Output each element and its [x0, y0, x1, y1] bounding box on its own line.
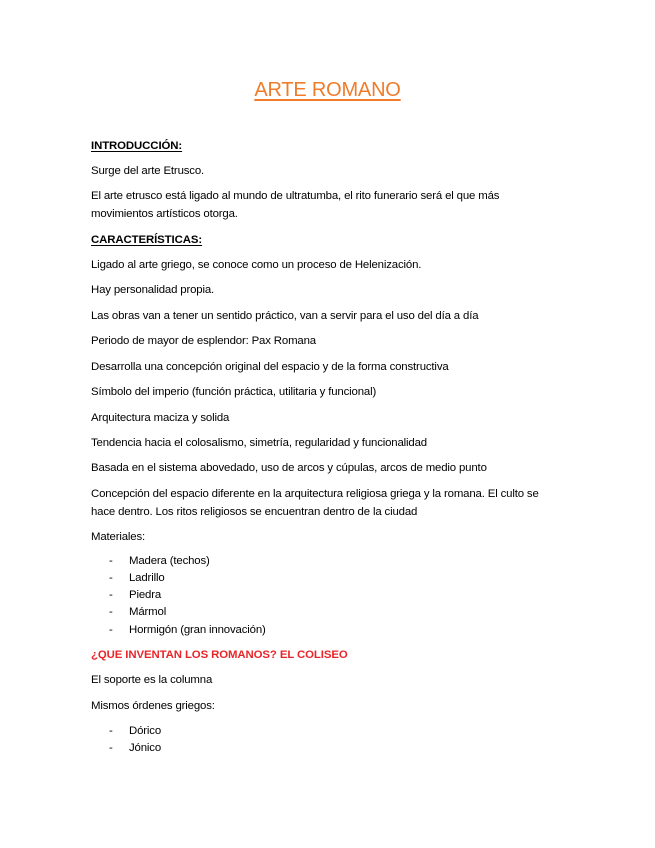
list-bullet-dash: - — [109, 725, 113, 737]
caracteristica-item: Tendencia hacia el colosalismo, simetría, regularidad y funcionalidad — [91, 437, 427, 449]
caracteristica-item: Hay personalidad propia. — [91, 284, 215, 296]
materiales-label: Materiales: — [91, 531, 146, 543]
intro-paragraph-1: Surge del arte Etrusco. — [91, 165, 205, 177]
intro-heading: INTRODUCCIÓN: — [91, 140, 183, 152]
caracteristica-item: Arquitectura maciza y solida — [91, 412, 230, 424]
list-bullet-dash: - — [109, 742, 113, 754]
document-title: ARTE ROMANO — [254, 79, 401, 101]
intro-paragraph-2-line-2: movimientos artísticos otorga. — [91, 208, 238, 220]
inventos-paragraph-2: Mismos órdenes griegos: — [91, 700, 215, 712]
list-bullet-dash: - — [109, 555, 113, 567]
caracteristica-item: Símbolo del imperio (función práctica, utilitaria y funcional) — [91, 386, 377, 398]
material-item: Piedra — [129, 589, 162, 601]
inventos-paragraph-1: El soporte es la columna — [91, 674, 213, 686]
caracteristica-item: Desarrolla una concepción original del espacio y de la forma constructiva — [91, 361, 449, 373]
material-item: Mármol — [129, 606, 167, 618]
list-bullet-dash: - — [109, 589, 113, 601]
intro-paragraph-2-line-1: El arte etrusco está ligado al mundo de ultratumba, el rito funerario será el que más — [91, 190, 500, 202]
material-item: Madera (techos) — [129, 555, 210, 567]
orden-item: Jónico — [129, 742, 162, 754]
caracteristica-item: Ligado al arte griego, se conoce como un proceso de Helenización. — [91, 259, 422, 271]
caracteristica-item: Las obras van a tener un sentido práctico, van a servir para el uso del día a día — [91, 310, 479, 322]
material-item: Ladrillo — [129, 572, 165, 584]
caracteristica-item: Periodo de mayor de esplendor: Pax Romana — [91, 335, 316, 347]
orden-item: Dórico — [129, 725, 162, 737]
concepcion-paragraph-line-1: Concepción del espacio diferente en la arquitectura religiosa griega y la romana. El culto se — [91, 488, 539, 500]
list-bullet-dash: - — [109, 572, 113, 584]
caracteristicas-heading: CARACTERÍSTICAS: — [91, 234, 203, 246]
concepcion-paragraph-line-2: hace dentro. Los ritos religiosos se encuentran dentro de la ciudad — [91, 506, 418, 518]
inventos-heading: ¿QUE INVENTAN LOS ROMANOS? EL COLISEO — [91, 649, 348, 661]
caracteristica-item: Basada en el sistema abovedado, uso de arcos y cúpulas, arcos de medio punto — [91, 462, 487, 474]
list-bullet-dash: - — [109, 624, 113, 636]
list-bullet-dash: - — [109, 606, 113, 618]
material-item: Hormigón (gran innovación) — [129, 624, 266, 636]
